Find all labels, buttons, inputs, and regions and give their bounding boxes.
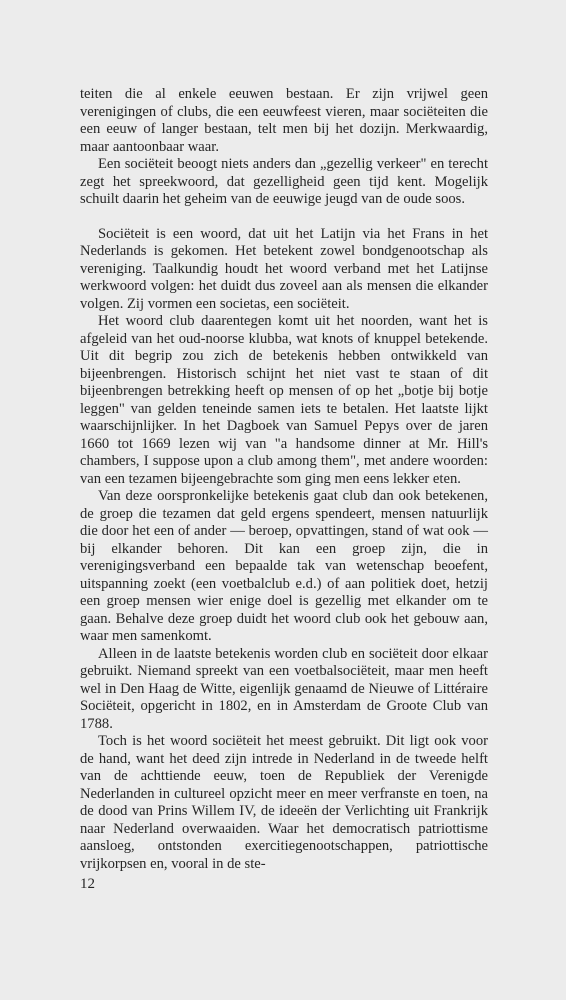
paragraph-2: Een sociëteit beoogt niets anders dan „gezellig verkeer" en terecht zegt het spreekwoord, dat gezelligheid geen tijd kent. Mogelijk schuilt daarin het geheim van de eeuwige jeugd van de oude soos. (80, 156, 488, 207)
paragraph-7: Toch is het woord sociëteit het meest gebruikt. Dit ligt ook voor de hand, want het deed zijn intrede in Nederland in de tweede helft van de achttiende eeuw, toen de Republiek der Verenigde Nederlanden in cultureel opzicht meer en meer verfranste en toen, na de dood van Prins Willem IV, de ideeën der Verlichting uit Frankrijk naar Nederland overwaaiden. Waar het democratisch patriottisme aansloeg, ontstonden exercitiegenootschappen, patriottische vrijkorpsen en, vooral in de ste- (80, 733, 488, 872)
body-text (80, 86, 488, 873)
paragraph-3: Sociëteit is een woord, dat uit het Latijn via het Frans in het Nederlands is gekomen. Het betekent zowel bondgenootschap als vereniging. Taalkundig houdt het woord verband met het Latijnse werkwoord volgen: het duidt dus zoveel aan als mensen die elkander volgen. Zij vormen een societas, een sociëteit. (80, 225, 488, 312)
paragraph-6: Alleen in de laatste betekenis worden club en sociëteit door elkaar gebruikt. Niemand spreekt van een voetbalsociëteit, maar men heeft wel in Den Haag de Witte, eigenlijk genaamd de Nieuwe of Littéraire Sociëteit, opgericht in 1802, en in Amsterdam de Groote Club van 1788. (80, 645, 488, 732)
paragraph-1: teiten die al enkele eeuwen bestaan. Er zijn vrijwel geen verenigingen of clubs, die een eeuwfeest vieren, maar sociëteiten die een eeuw of langer bestaan, telt men bij het dozijn. Merkwaardig, maar aantoonbaar waar. (80, 86, 488, 155)
paragraph-4: Het woord club daarentegen komt uit het noorden, want het is afgeleid van het oud-noorse klubba, wat knots of knuppel betekende. Uit dit begrip zou zich de betekenis hebben ontwikkeld van bijeenbrengen. Historisch schijnt het niet vast te staan of dit bijeenbrengen betrekking heeft op mensen of op het „botje bij botje leggen" van gelden teneinde samen iets te betalen. Het laatste lijkt waarschijnlijker. In het Dagboek van Samuel Pepys over de jaren 1660 tot 1669 lezen wij van "a handsome dinner at Mr. Hill's chambers, I suppose upon a club among them", met andere woorden: van een tezamen bijeengebrachte som ging men eens lekker eten. (80, 313, 488, 487)
page-number: 12 (80, 876, 95, 892)
paragraph-5: Van deze oorspronkelijke betekenis gaat club dan ook betekenen, de groep die tezamen dat geld ergens spendeert, mensen natuurlijk die door het een of ander — beroep, opvattingen, stand of wat ook — bij elkander behoren. Dit kan een groep zijn, die in verenigingsverband een bepaalde tak van wetenschap beoefent, uitspanning zoekt (een voetbalclub e.d.) of aan politiek doet, hetzij een groep mensen wier enige doel is gezellig met elkander om te gaan. Behalve deze groep duidt het woord club ook het gebouw aan, waar men samenkomt. (80, 488, 488, 644)
